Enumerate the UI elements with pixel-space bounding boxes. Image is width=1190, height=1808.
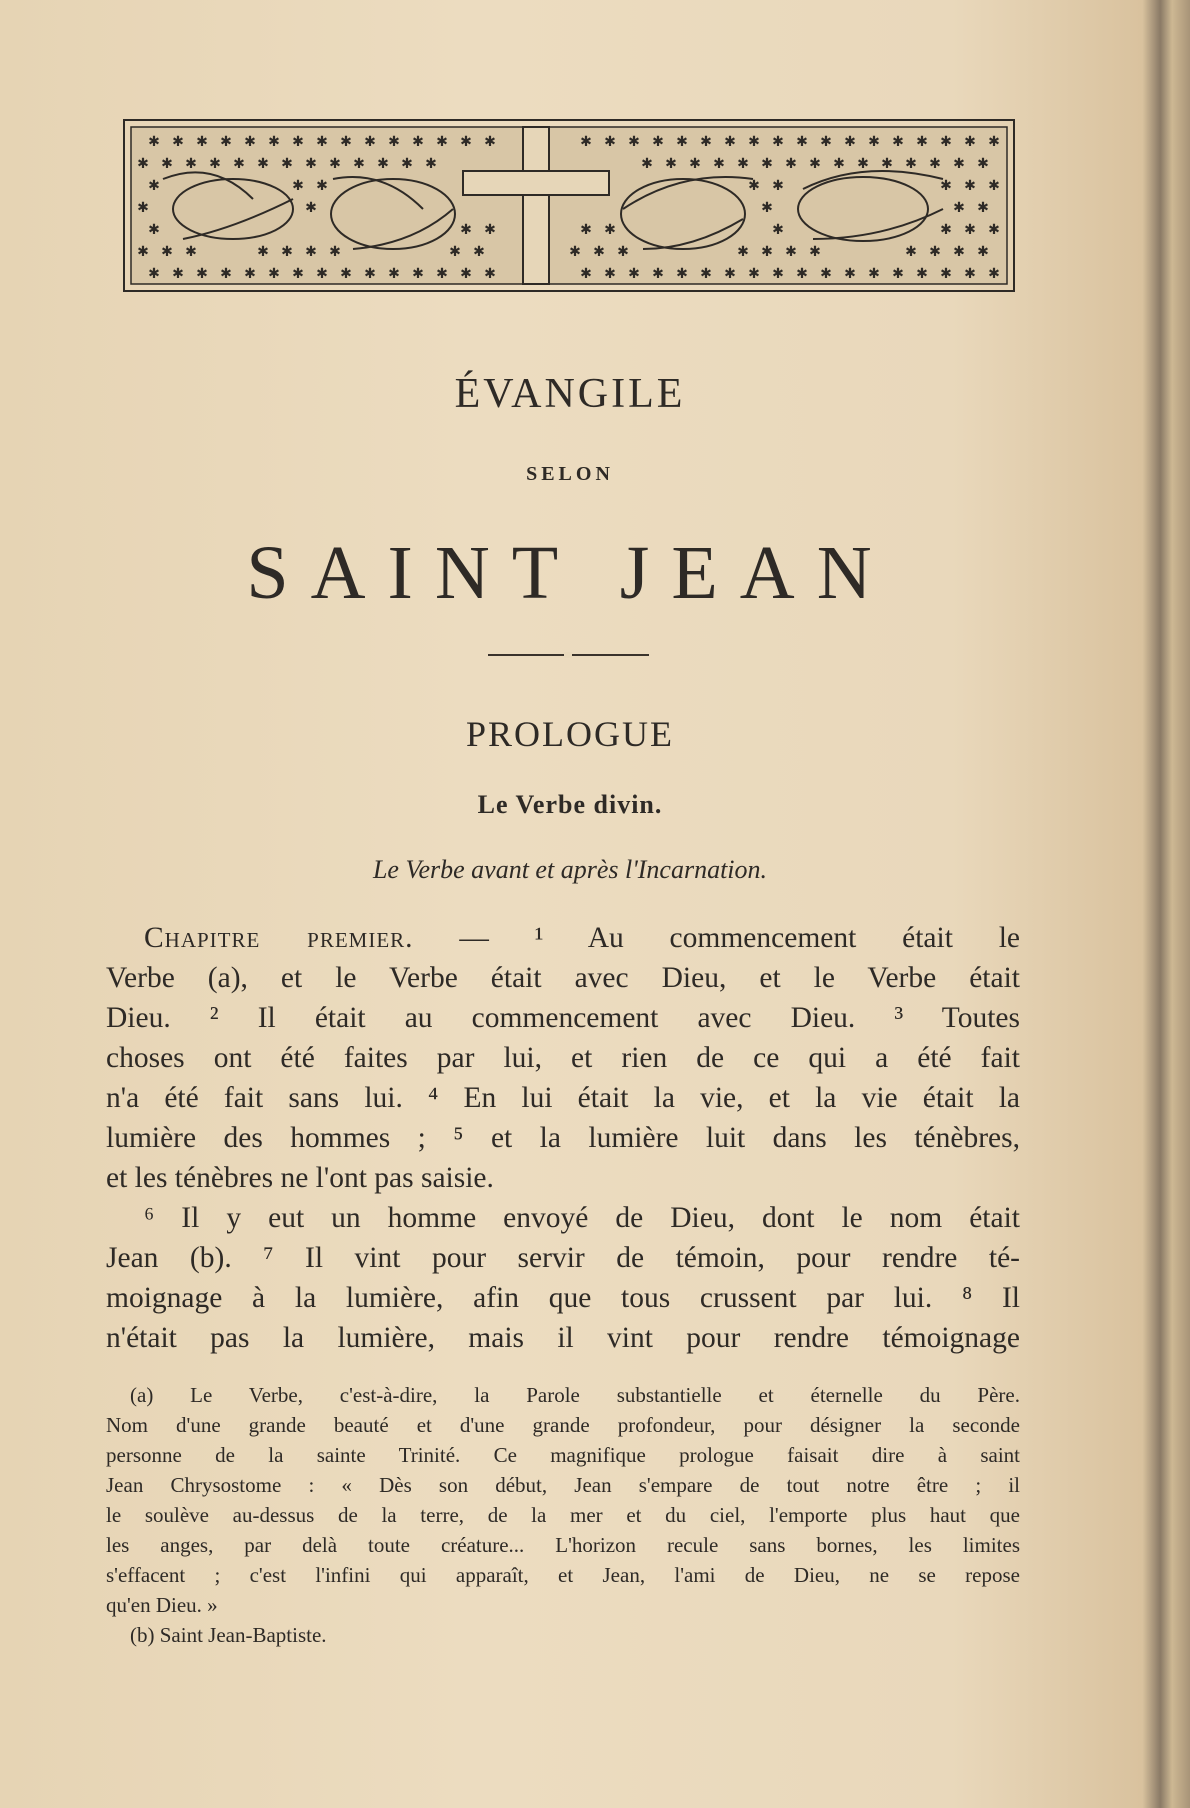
star-ornament-icon: ✱ [604, 267, 616, 282]
star-ornament-icon: ✱ [988, 267, 1000, 282]
star-ornament-icon: ✱ [484, 223, 496, 238]
footnote-line: Nom d'une grande beauté et d'une grande profondeur, pour désigner la seconde [106, 1413, 1020, 1437]
star-ornament-icon: ✱ [244, 267, 256, 282]
star-ornament-icon: ✱ [580, 135, 592, 150]
star-ornament-icon: ✱ [977, 201, 989, 216]
star-ornament-icon: ✱ [652, 135, 664, 150]
star-ornament-icon: ✱ [364, 267, 376, 282]
chapter-label: Chapitre premier. [144, 922, 414, 954]
star-ornament-icon: ✱ [652, 267, 664, 282]
star-ornament-icon: ✱ [916, 135, 928, 150]
italic-subtitle: Le Verbe avant et après l'Incarnation. [372, 855, 768, 884]
star-ornament-icon: ✱ [772, 179, 784, 194]
star-ornament-icon: ✱ [148, 179, 160, 194]
star-ornament-icon: ✱ [436, 267, 448, 282]
star-ornament-icon: ✱ [148, 267, 160, 282]
star-ornament-icon: ✱ [460, 267, 472, 282]
star-ornament-icon: ✱ [628, 267, 640, 282]
star-ornament-icon: ✱ [268, 135, 280, 150]
star-ornament-icon: ✱ [172, 135, 184, 150]
star-ornament-icon: ✱ [844, 267, 856, 282]
star-ornament-icon: ✱ [724, 135, 736, 150]
star-ornament-icon: ✱ [761, 245, 773, 260]
footnote-line: (a) Le Verbe, c'est-à-dire, la Parole substantielle et éternelle du Père. [130, 1383, 1020, 1407]
star-ornament-icon: ✱ [161, 245, 173, 260]
star-ornament-icon: ✱ [977, 245, 989, 260]
star-ornament-icon: ✱ [460, 135, 472, 150]
star-ornament-icon: ✱ [604, 223, 616, 238]
star-ornament-icon: ✱ [964, 267, 976, 282]
star-ornament-icon: ✱ [820, 267, 832, 282]
star-ornament-icon: ✱ [196, 267, 208, 282]
star-ornament-icon: ✱ [953, 157, 965, 172]
body-line: n'a été fait sans lui. ⁴ En lui était la vie, et la vie était la [106, 1082, 1020, 1114]
title-evangile: ÉVANGILE [454, 371, 686, 417]
star-ornament-icon: ✱ [484, 135, 496, 150]
star-ornament-icon: ✱ [628, 135, 640, 150]
star-ornament-icon: ✱ [244, 135, 256, 150]
footnote-line: le soulève au-dessus de la terre, de la mer et du ciel, l'emporte plus haut que [106, 1503, 1020, 1527]
star-ornament-icon: ✱ [940, 223, 952, 238]
star-ornament-icon: ✱ [676, 135, 688, 150]
title-selon: SELON [526, 463, 614, 485]
star-ornament-icon: ✱ [388, 267, 400, 282]
star-ornament-icon: ✱ [161, 157, 173, 172]
star-ornament-icon: ✱ [809, 157, 821, 172]
star-ornament-icon: ✱ [785, 157, 797, 172]
star-ornament-icon: ✱ [641, 157, 653, 172]
star-ornament-icon: ✱ [964, 135, 976, 150]
star-ornament-icon: ✱ [316, 179, 328, 194]
body-line [106, 918, 1020, 958]
star-ornament-icon: ✱ [940, 135, 952, 150]
star-ornament-icon: ✱ [868, 135, 880, 150]
body-line: et les ténèbres ne l'ont pas saisie. [106, 1162, 494, 1194]
star-ornament-icon: ✱ [353, 157, 365, 172]
star-ornament-icon: ✱ [137, 201, 149, 216]
star-ornament-icon: ✱ [388, 135, 400, 150]
star-ornament-icon: ✱ [148, 135, 160, 150]
star-ornament-icon: ✱ [617, 245, 629, 260]
star-ornament-icon: ✱ [172, 267, 184, 282]
section-title-prologue: PROLOGUE [465, 714, 674, 754]
title-saint-jean: SAINT JEAN [246, 531, 894, 615]
star-ornament-icon: ✱ [412, 135, 424, 150]
star-ornament-icon: ✱ [833, 157, 845, 172]
star-ornament-icon: ✱ [892, 267, 904, 282]
star-ornament-icon: ✱ [340, 135, 352, 150]
star-ornament-icon: ✱ [905, 245, 917, 260]
star-ornament-icon: ✱ [929, 157, 941, 172]
star-ornament-icon: ✱ [220, 135, 232, 150]
star-ornament-icon: ✱ [484, 267, 496, 282]
star-ornament-icon: ✱ [473, 245, 485, 260]
star-ornament-icon: ✱ [148, 223, 160, 238]
star-ornament-icon: ✱ [305, 201, 317, 216]
star-ornament-icon: ✱ [868, 267, 880, 282]
star-ornament-icon: ✱ [425, 157, 437, 172]
star-ornament-icon: ✱ [892, 135, 904, 150]
footnote-line: Jean Chrysostome : « Dès son début, Jean s'empare de tout notre être ; il [106, 1473, 1020, 1497]
star-ornament-icon: ✱ [316, 267, 328, 282]
star-ornament-icon: ✱ [916, 267, 928, 282]
star-ornament-icon: ✱ [953, 245, 965, 260]
star-ornament-icon: ✱ [905, 157, 917, 172]
star-ornament-icon: ✱ [772, 135, 784, 150]
star-ornament-icon: ✱ [580, 267, 592, 282]
star-ornament-icon: ✱ [460, 223, 472, 238]
footnote-line: (b) Saint Jean-Baptiste. [130, 1623, 327, 1647]
star-ornament-icon: ✱ [988, 223, 1000, 238]
star-ornament-icon: ✱ [233, 157, 245, 172]
star-ornament-icon: ✱ [881, 157, 893, 172]
body-line: choses ont été faites par lui, et rien de ce qui a été fait [106, 1042, 1020, 1074]
body-line: moignage à la lumière, afin que tous crussent par lui. ⁸ Il [106, 1282, 1020, 1314]
star-ornament-icon: ✱ [329, 157, 341, 172]
star-ornament-icon: ✱ [593, 245, 605, 260]
star-ornament-icon: ✱ [988, 179, 1000, 194]
star-ornament-icon: ✱ [929, 245, 941, 260]
footnote-line: qu'en Dieu. » [106, 1593, 218, 1617]
star-ornament-icon: ✱ [785, 245, 797, 260]
star-ornament-icon: ✱ [292, 267, 304, 282]
star-ornament-icon: ✱ [137, 245, 149, 260]
star-ornament-icon: ✱ [737, 157, 749, 172]
star-ornament-icon: ✱ [977, 157, 989, 172]
star-ornament-icon: ✱ [329, 245, 341, 260]
star-ornament-icon: ✱ [676, 267, 688, 282]
star-ornament-icon: ✱ [772, 223, 784, 238]
star-ornament-icon: ✱ [772, 267, 784, 282]
footnote-line: personne de la sainte Trinité. Ce magnifique prologue faisait dire à saint [106, 1443, 1020, 1467]
star-ornament-icon: ✱ [449, 245, 461, 260]
star-ornament-icon: ✱ [220, 267, 232, 282]
footnote-line: les anges, par delà toute créature... L'horizon recule sans bornes, les limites [106, 1533, 1020, 1557]
star-ornament-icon: ✱ [689, 157, 701, 172]
star-ornament-icon: ✱ [580, 223, 592, 238]
star-ornament-icon: ✱ [281, 245, 293, 260]
star-ornament-icon: ✱ [185, 157, 197, 172]
star-ornament-icon: ✱ [292, 179, 304, 194]
star-ornament-icon: ✱ [185, 245, 197, 260]
body-line: n'était pas la lumière, mais il vint pour rendre témoignage [106, 1322, 1020, 1354]
star-ornament-icon: ✱ [305, 157, 317, 172]
star-ornament-icon: ✱ [436, 135, 448, 150]
star-ornament-icon: ✱ [940, 179, 952, 194]
star-ornament-icon: ✱ [761, 201, 773, 216]
star-ornament-icon: ✱ [305, 245, 317, 260]
star-ornament-icon: ✱ [665, 157, 677, 172]
body-line: Dieu. ² Il était au commencement avec Dieu. ³ Toutes [106, 1002, 1020, 1034]
decorative-rule [488, 654, 649, 656]
star-ornament-icon: ✱ [569, 245, 581, 260]
star-ornament-icon: ✱ [257, 157, 269, 172]
star-ornament-icon: ✱ [748, 135, 760, 150]
footnote-line: s'effacent ; c'est l'infini qui apparaît, et Jean, l'ami de Dieu, ne se repose [106, 1563, 1020, 1587]
footnotes [106, 1380, 1020, 1650]
star-ornament-icon: ✱ [364, 135, 376, 150]
star-ornament-icon: ✱ [988, 135, 1000, 150]
star-ornament-icon: ✱ [809, 245, 821, 260]
star-ornament-icon: ✱ [412, 267, 424, 282]
star-ornament-icon: ✱ [700, 267, 712, 282]
ornamental-header-banner [123, 119, 1015, 292]
body-line: ⁶ Il y eut un homme envoyé de Dieu, dont le nom était [144, 1202, 1020, 1234]
star-ornament-icon: ✱ [857, 157, 869, 172]
star-ornament-icon: ✱ [316, 135, 328, 150]
star-ornament-icon: ✱ [953, 201, 965, 216]
star-ornament-icon: ✱ [700, 135, 712, 150]
star-ornament-icon: ✱ [340, 267, 352, 282]
body-line: lumière des hommes ; ⁵ et la lumière luit dans les ténèbres, [106, 1122, 1020, 1154]
body-text [106, 918, 1020, 1358]
star-ornament-icon: ✱ [748, 267, 760, 282]
star-ornament-icon: ✱ [196, 135, 208, 150]
star-ornament-icon: ✱ [820, 135, 832, 150]
star-ornament-icon: ✱ [724, 267, 736, 282]
star-ornament-icon: ✱ [964, 179, 976, 194]
star-ornament-icon: ✱ [257, 245, 269, 260]
star-ornament-icon: ✱ [401, 157, 413, 172]
star-ornament-icon: ✱ [268, 267, 280, 282]
star-ornament-icon: ✱ [761, 157, 773, 172]
star-ornament-icon: ✱ [737, 245, 749, 260]
star-ornament-icon: ✱ [940, 267, 952, 282]
body-line-text: — ¹ Au commencement était le [413, 922, 1020, 954]
star-ornament-icon: ✱ [796, 267, 808, 282]
star-ornament-icon: ✱ [713, 157, 725, 172]
body-line: Verbe (a), et le Verbe était avec Dieu, et le Verbe était [106, 962, 1020, 994]
body-line: Jean (b). ⁷ Il vint pour servir de témoin, pour rendre té- [106, 1242, 1020, 1274]
star-ornament-icon: ✱ [844, 135, 856, 150]
star-ornament-icon: ✱ [292, 135, 304, 150]
star-ornament-icon: ✱ [209, 157, 221, 172]
star-ornament-icon: ✱ [796, 135, 808, 150]
star-ornament-icon: ✱ [748, 179, 760, 194]
star-ornament-icon: ✱ [964, 223, 976, 238]
star-ornament-icon: ✱ [281, 157, 293, 172]
star-ornament-icon: ✱ [377, 157, 389, 172]
star-ornament-icon: ✱ [137, 157, 149, 172]
star-ornament-icon: ✱ [604, 135, 616, 150]
subsection-title: Le Verbe divin. [477, 790, 663, 819]
